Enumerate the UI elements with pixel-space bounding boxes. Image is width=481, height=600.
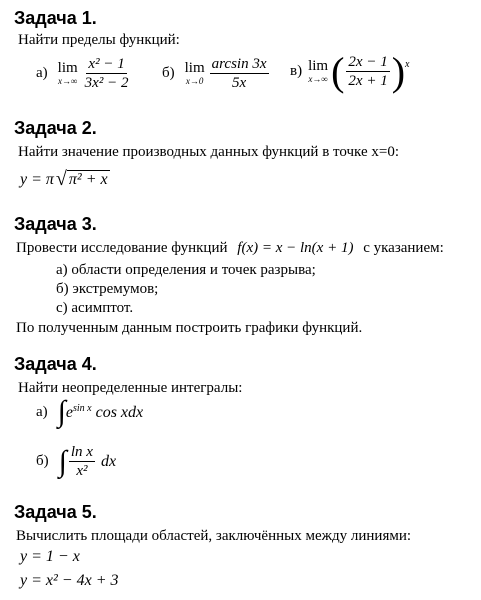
task1-c-label: в): [290, 63, 303, 79]
task3-item-b: б) экстремумов;: [56, 281, 159, 297]
task5-instruction: Вычислить площади областей, заключённых между линиями:: [16, 528, 412, 544]
task3-line1: Провести исследование функций f(x) = x − ln(x + 1) с указанием:: [16, 240, 444, 256]
task3-formula: f(x) = x − ln(x + 1): [237, 240, 354, 256]
exponent: sin x: [72, 403, 92, 414]
limit-operator: lim x→∞: [308, 58, 329, 84]
exponent: x: [405, 59, 410, 70]
task3-conclusion: По полученным данным построить графики функций.: [16, 320, 363, 336]
task4-heading: Задача 4.: [14, 354, 97, 374]
task4-instruction: Найти неопределенные интегралы:: [18, 380, 243, 396]
sqrt-radicand: π² + x: [68, 171, 108, 188]
task4-b-label: б): [36, 453, 49, 469]
task2-instruction: Найти значение производных данных функций в точке x=0:: [18, 144, 399, 160]
integral-sign: ∫: [58, 444, 67, 478]
task1-limit-c: [290, 48, 410, 94]
task1-heading: Задача 1.: [14, 8, 97, 28]
task1-limit-b: [162, 56, 271, 91]
task4-integral-b: б) ∫ $\frac{\text{ln x}}{\text{x²}}$ dx: [36, 444, 117, 479]
task2-formula: y = π √ π² + x: [20, 167, 108, 190]
task4-integral-a: а) ∫ e $^{sin x}$ cos xdx: [36, 395, 144, 428]
fraction: $\frac{\arcsin 3x}{5x}$: [211, 56, 267, 91]
task1-limit-a: [36, 56, 132, 91]
task2-heading: Задача 2.: [14, 118, 97, 138]
fraction: $\frac{\text{ln x}}{\text{x²}}$: [70, 444, 93, 479]
right-paren: ): [391, 48, 406, 94]
task1-instruction: Найти пределы функций:: [18, 32, 180, 48]
task4-a-label: а): [36, 403, 48, 420]
task3-item-c: с) асимптот.: [56, 300, 134, 316]
fraction: $\frac{\text{x² − 1}}{\text{3x² − 2}}$: [84, 56, 129, 91]
integral-sign: ∫: [57, 395, 66, 428]
task3-item-a: а) области определения и точек разрыва;: [56, 262, 316, 278]
task5-heading: Задача 5.: [14, 502, 97, 522]
fraction: $\frac{2x - 1}{2x + 1}$: [348, 54, 388, 89]
task1-a-label: а): [36, 65, 48, 81]
task3-heading: Задача 3.: [14, 214, 97, 234]
sqrt-sign: √: [55, 167, 67, 190]
limit-operator: lim x→∞: [57, 60, 78, 86]
limit-operator: lim x→0: [184, 60, 205, 86]
left-paren: (: [331, 48, 345, 94]
task5-line1: y = 1 − x: [20, 548, 80, 565]
task5-line2: y = x² − 4x + 3: [20, 572, 119, 589]
task1-b-label: б): [162, 65, 175, 81]
